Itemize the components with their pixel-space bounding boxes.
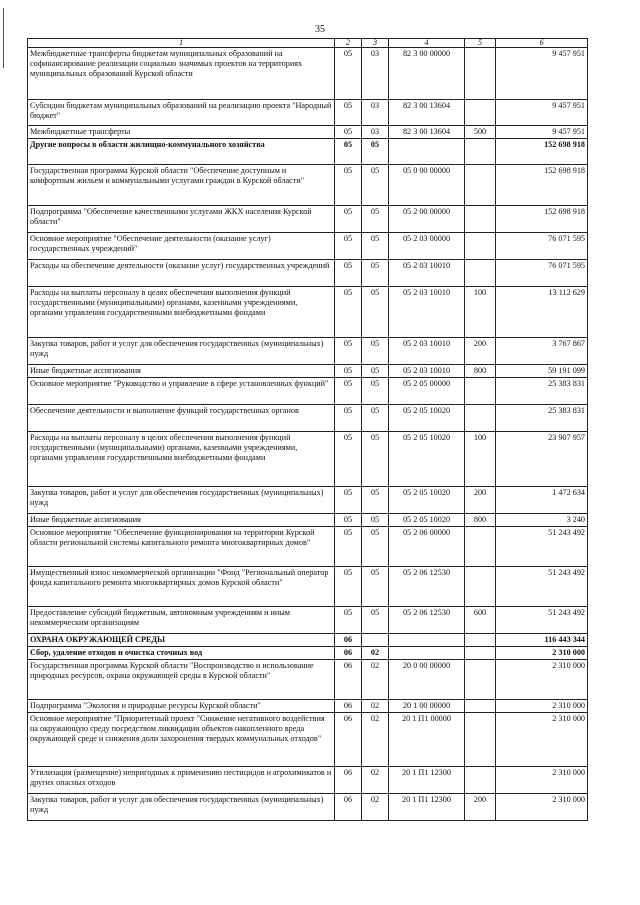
- row-amount: 2 310 000: [496, 647, 588, 660]
- row-section: 05: [335, 233, 362, 260]
- row-target-code: 05 2 03 10010: [389, 338, 465, 365]
- row-expense-type: [465, 260, 496, 287]
- row-target-code: 05 2 03 00000: [389, 233, 465, 260]
- row-target-code: 05 2 05 10020: [389, 487, 465, 514]
- row-target-code: 20 1 П1 12300: [389, 794, 465, 821]
- header-cell-3: 3: [362, 39, 389, 48]
- row-expense-type: 100: [465, 287, 496, 338]
- row-target-code: 05 2 03 10010: [389, 260, 465, 287]
- row-target-code: 20 0 00 00000: [389, 660, 465, 700]
- margin-rule: [3, 8, 4, 68]
- row-subsection: 02: [362, 767, 389, 794]
- row-subsection: 05: [362, 432, 389, 487]
- row-subsection: 02: [362, 647, 389, 660]
- row-expense-type: [465, 767, 496, 794]
- row-subsection: 05: [362, 139, 389, 165]
- row-target-code: 82 3 00 13604: [389, 100, 465, 126]
- table-row: [28, 165, 588, 206]
- row-subsection: 02: [362, 660, 389, 700]
- row-subsection: 05: [362, 567, 389, 607]
- row-amount: 1 472 634: [496, 487, 588, 514]
- row-amount: 2 310 000: [496, 713, 588, 767]
- row-target-code: [389, 647, 465, 660]
- row-name: Государственная программа Курской области "Воспроизводство и использование природных ресурсов, охрана окружающей среды в Курской области": [28, 660, 335, 700]
- row-name: Закупка товаров, работ и услуг для обеспечения государственных (муниципальных) нужд: [28, 487, 335, 514]
- row-section: 06: [335, 767, 362, 794]
- row-amount: 116 443 344: [496, 634, 588, 647]
- row-subsection: 03: [362, 100, 389, 126]
- row-expense-type: 500: [465, 126, 496, 139]
- row-subsection: 02: [362, 794, 389, 821]
- row-expense-type: 800: [465, 365, 496, 378]
- row-target-code: 20 1 00 00000: [389, 700, 465, 713]
- table-row: [28, 100, 588, 126]
- row-expense-type: [465, 139, 496, 165]
- row-section: 06: [335, 660, 362, 700]
- row-name: Подпрограмма "Экология и природные ресурсы Курской области": [28, 700, 335, 713]
- row-section: 06: [335, 647, 362, 660]
- table-row: [28, 567, 588, 607]
- row-subsection: 03: [362, 126, 389, 139]
- table-row: [28, 713, 588, 767]
- header-cell-5: 5: [465, 39, 496, 48]
- row-amount: 3 240: [496, 514, 588, 527]
- row-amount: 25 383 831: [496, 405, 588, 432]
- row-section: 05: [335, 432, 362, 487]
- row-expense-type: [465, 647, 496, 660]
- row-section: 05: [335, 607, 362, 634]
- row-expense-type: 600: [465, 607, 496, 634]
- row-target-code: 05 2 05 10020: [389, 432, 465, 487]
- row-name: Расходы на выплаты персоналу в целях обеспечения выполнения функций государственными (муниципальными) органами, казенными учреждениями, органами управления государственными внебюджетными фондами: [28, 287, 335, 338]
- row-amount: 152 698 918: [496, 206, 588, 233]
- row-expense-type: 100: [465, 432, 496, 487]
- row-subsection: 05: [362, 165, 389, 206]
- row-target-code: 82 3 00 00000: [389, 48, 465, 100]
- row-expense-type: [465, 165, 496, 206]
- row-subsection: 05: [362, 338, 389, 365]
- row-name: Основное мероприятие "Приоритетный проект "Снижение негативного воздействия на окружающую среду посредством ликвидации объектов накопленного вреда окружающей среде и снижения доли захоронения твердых коммунальных отходов": [28, 713, 335, 767]
- row-expense-type: [465, 378, 496, 405]
- row-name: Расходы на выплаты персоналу в целях обеспечения выполнения функций государственными (муниципальными) органами, казенными учреждениями, органами управления государственными внебюджетными фондами: [28, 432, 335, 487]
- row-section: 06: [335, 794, 362, 821]
- table-row: [28, 233, 588, 260]
- row-amount: 51 243 492: [496, 567, 588, 607]
- table-row: [28, 338, 588, 365]
- row-name: Расходы на обеспечение деятельности (оказание услуг) государственных учреждений: [28, 260, 335, 287]
- row-expense-type: [465, 100, 496, 126]
- row-expense-type: [465, 713, 496, 767]
- row-section: 06: [335, 713, 362, 767]
- row-target-code: 05 2 06 00000: [389, 527, 465, 567]
- row-name: Имущественный взнос некоммерческой организации "Фонд "Региональный оператор фонда капитального ремонта многоквартирных домов Курской области": [28, 567, 335, 607]
- row-expense-type: [465, 660, 496, 700]
- row-section: 06: [335, 700, 362, 713]
- row-subsection: 05: [362, 527, 389, 567]
- row-target-code: 05 2 03 10010: [389, 365, 465, 378]
- row-section: 05: [335, 287, 362, 338]
- row-name: Предоставление субсидий бюджетным, автономным учреждениям и иным некоммерческим организациям: [28, 607, 335, 634]
- row-name: ОХРАНА ОКРУЖАЮЩЕЙ СРЕДЫ: [28, 634, 335, 647]
- table-row: [28, 48, 588, 100]
- row-target-code: 05 2 00 00000: [389, 206, 465, 233]
- row-subsection: 05: [362, 405, 389, 432]
- row-target-code: 05 2 05 10020: [389, 405, 465, 432]
- row-section: 05: [335, 206, 362, 233]
- row-section: 05: [335, 514, 362, 527]
- row-section: 05: [335, 567, 362, 607]
- row-name: Межбюджетные трансферты: [28, 126, 335, 139]
- table-row: [28, 378, 588, 405]
- row-target-code: 20 1 П1 12300: [389, 767, 465, 794]
- row-section: 05: [335, 48, 362, 100]
- row-subsection: 05: [362, 233, 389, 260]
- row-target-code: 05 0 00 00000: [389, 165, 465, 206]
- row-section: 05: [335, 405, 362, 432]
- row-name: Основное мероприятие "Обеспечение деятельности (оказание услуг) государственных учреждений": [28, 233, 335, 260]
- row-target-code: 05 2 06 12530: [389, 607, 465, 634]
- row-target-code: [389, 139, 465, 165]
- table-row: [28, 260, 588, 287]
- row-section: 05: [335, 100, 362, 126]
- header-cell-6: 6: [496, 39, 588, 48]
- row-target-code: 20 1 П1 00000: [389, 713, 465, 767]
- row-subsection: 05: [362, 206, 389, 233]
- row-target-code: 05 2 06 12530: [389, 567, 465, 607]
- row-expense-type: [465, 206, 496, 233]
- row-section: 05: [335, 139, 362, 165]
- row-target-code: 05 2 05 10020: [389, 514, 465, 527]
- row-target-code: 05 2 03 10010: [389, 287, 465, 338]
- row-name: Закупка товаров, работ и услуг для обеспечения государственных (муниципальных) нужд: [28, 338, 335, 365]
- row-section: 05: [335, 527, 362, 567]
- row-amount: 9 457 951: [496, 100, 588, 126]
- table-row: [28, 794, 588, 821]
- row-name: Иные бюджетные ассигнования: [28, 514, 335, 527]
- row-expense-type: 200: [465, 487, 496, 514]
- row-section: 05: [335, 378, 362, 405]
- header-cell-2: 2: [335, 39, 362, 48]
- row-name: Иные бюджетные ассигнования: [28, 365, 335, 378]
- row-name: Обеспечение деятельности и выполнение функций государственных органов: [28, 405, 335, 432]
- row-expense-type: 200: [465, 794, 496, 821]
- row-amount: 76 071 595: [496, 260, 588, 287]
- row-section: 05: [335, 487, 362, 514]
- row-section: 05: [335, 365, 362, 378]
- table-row: [28, 139, 588, 165]
- row-target-code: 05 2 05 00000: [389, 378, 465, 405]
- row-name: Утилизация (размещение) непригодных к применению пестицидов и агрохимикатов и других опасных отходов: [28, 767, 335, 794]
- row-subsection: 05: [362, 365, 389, 378]
- row-amount: 2 310 000: [496, 700, 588, 713]
- row-amount: 51 243 492: [496, 607, 588, 634]
- row-expense-type: [465, 700, 496, 713]
- row-expense-type: 200: [465, 338, 496, 365]
- row-expense-type: [465, 405, 496, 432]
- row-amount: 13 112 629: [496, 287, 588, 338]
- row-name: Межбюджетные трансферты бюджетам муниципальных образований на софинансирование реализации социально значимых проектов на территориях муниципальных образований Курской области: [28, 48, 335, 100]
- row-target-code: [389, 634, 465, 647]
- row-amount: 2 310 000: [496, 767, 588, 794]
- row-section: 05: [335, 338, 362, 365]
- row-amount: 152 698 918: [496, 165, 588, 206]
- table-row: [28, 634, 588, 647]
- row-amount: 23 907 957: [496, 432, 588, 487]
- row-amount: 59 191 099: [496, 365, 588, 378]
- row-name: Государственная программа Курской области "Обеспечение доступным и комфортным жильем и коммунальными услугами граждан в Курской области": [28, 165, 335, 206]
- header-cell-1: 1: [28, 39, 335, 48]
- row-subsection: 03: [362, 48, 389, 100]
- row-amount: 9 457 951: [496, 48, 588, 100]
- row-section: 05: [335, 165, 362, 206]
- row-amount: 3 767 867: [496, 338, 588, 365]
- row-expense-type: [465, 48, 496, 100]
- row-expense-type: [465, 527, 496, 567]
- row-name: Основное мероприятие "Руководство и управление в сфере установленных функций": [28, 378, 335, 405]
- row-subsection: 05: [362, 287, 389, 338]
- row-expense-type: [465, 233, 496, 260]
- row-amount: 25 383 831: [496, 378, 588, 405]
- table-row: [28, 487, 588, 514]
- table-row: [28, 660, 588, 700]
- row-name: Сбор, удаление отходов и очистка сточных вод: [28, 647, 335, 660]
- row-amount: 51 243 492: [496, 527, 588, 567]
- row-amount: 2 310 000: [496, 794, 588, 821]
- table-row: [28, 700, 588, 713]
- row-name: Подпрограмма "Обеспечение качественными услугами ЖКХ населения Курской области": [28, 206, 335, 233]
- row-name: Основное мероприятие "Обеспечение функционирования на территории Курской области региональной системы капитального ремонта многоквартирных домов": [28, 527, 335, 567]
- row-subsection: 02: [362, 700, 389, 713]
- table-row: [28, 527, 588, 567]
- table-row: [28, 647, 588, 660]
- table-row: [28, 365, 588, 378]
- table-row: [28, 287, 588, 338]
- table-row: [28, 432, 588, 487]
- table-row: [28, 514, 588, 527]
- row-expense-type: [465, 567, 496, 607]
- table-row: [28, 607, 588, 634]
- row-subsection: 05: [362, 378, 389, 405]
- row-expense-type: 800: [465, 514, 496, 527]
- row-amount: 152 698 918: [496, 139, 588, 165]
- row-name: Закупка товаров, работ и услуг для обеспечения государственных (муниципальных) нужд: [28, 794, 335, 821]
- row-subsection: 05: [362, 487, 389, 514]
- row-subsection: 02: [362, 713, 389, 767]
- row-amount: 9 457 951: [496, 126, 588, 139]
- row-name: Другие вопросы в области жилищно-коммунального хозяйства: [28, 139, 335, 165]
- header-row: [28, 39, 588, 48]
- row-subsection: 05: [362, 260, 389, 287]
- header-cell-4: 4: [389, 39, 465, 48]
- row-expense-type: [465, 634, 496, 647]
- row-section: 05: [335, 126, 362, 139]
- table-row: [28, 126, 588, 139]
- table-row: [28, 767, 588, 794]
- row-subsection: [362, 634, 389, 647]
- budget-table: [27, 38, 588, 821]
- row-target-code: 82 3 00 13604: [389, 126, 465, 139]
- row-subsection: 05: [362, 607, 389, 634]
- row-name: Субсидии бюджетам муниципальных образований на реализацию проекта "Народный бюджет": [28, 100, 335, 126]
- row-amount: 2 310 000: [496, 660, 588, 700]
- row-section: 05: [335, 260, 362, 287]
- table-row: [28, 206, 588, 233]
- page-number: 35: [315, 24, 325, 35]
- row-subsection: 05: [362, 514, 389, 527]
- row-section: 06: [335, 634, 362, 647]
- row-amount: 76 071 595: [496, 233, 588, 260]
- table-row: [28, 405, 588, 432]
